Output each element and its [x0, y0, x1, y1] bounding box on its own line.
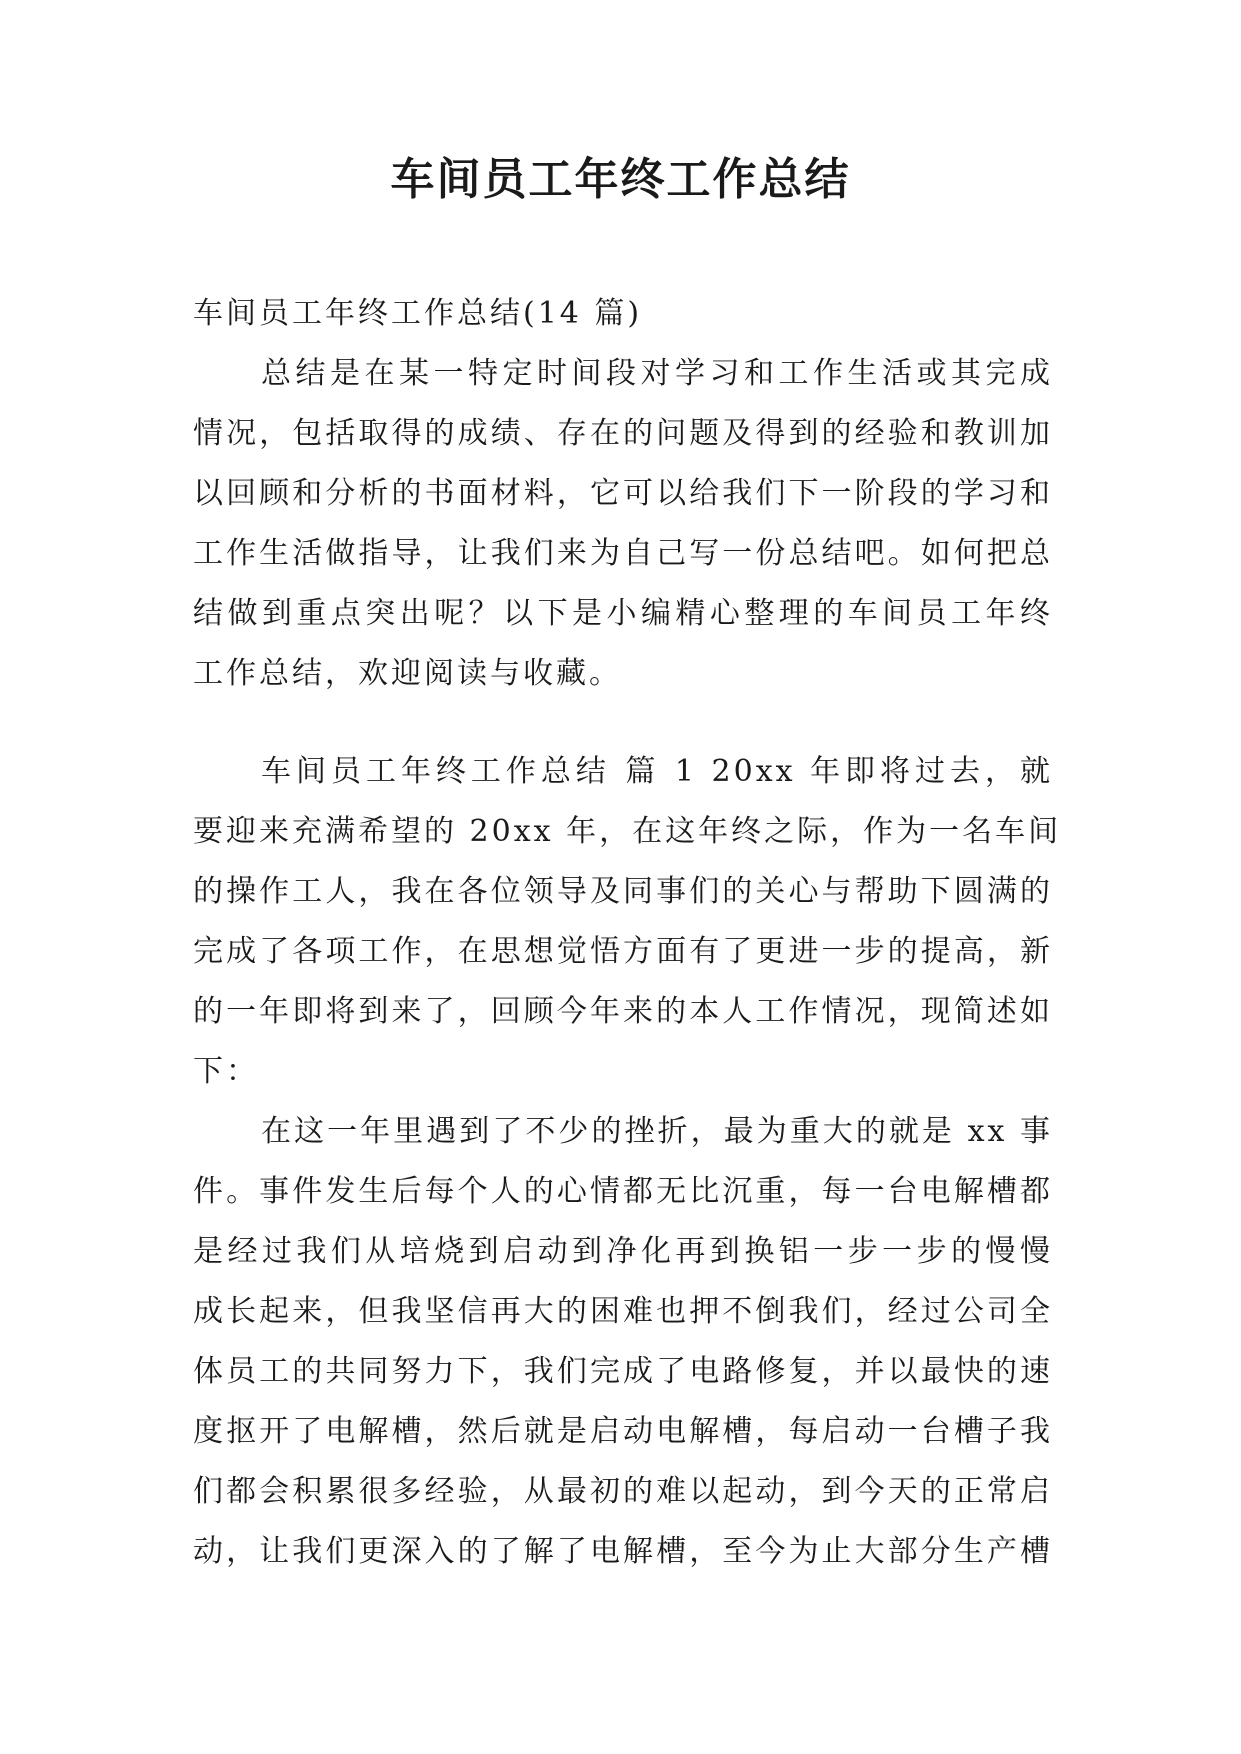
section-1-paragraph: [193, 742, 1062, 1102]
paragraph-line: 下：: [193, 1054, 259, 1089]
paragraph-line: 度抠开了电解槽，然后就是启动电解槽，每启动一台槽子我: [193, 1414, 1053, 1449]
paragraph-line: 结做到重点突出呢？以下是小编精心整理的车间员工年终: [193, 596, 1053, 631]
paragraph-line: 的一年即将到来了，回顾今年来的本人工作情况，现简述如: [193, 994, 1053, 1029]
paragraph-gap: [193, 704, 1053, 742]
paragraph-line: 们都会积累很多经验，从最初的难以起动，到今天的正常启: [193, 1474, 1053, 1509]
paragraph-line: 情况，包括取得的成绩、存在的问题及得到的经验和教训加: [193, 416, 1053, 451]
document-body: [193, 284, 1062, 1582]
intro-paragraph: [193, 344, 1053, 704]
section-2-paragraph: [193, 1102, 1053, 1582]
paragraph-line: 件。事件发生后每个人的心情都无比沉重，每一台电解槽都: [193, 1174, 1053, 1209]
document-subtitle: 车间员工年终工作总结(14 篇): [193, 296, 643, 331]
paragraph-line: 完成了各项工作，在思想觉悟方面有了更进一步的提高，新: [193, 934, 1053, 969]
paragraph-line: 以回顾和分析的书面材料，它可以给我们下一阶段的学习和: [193, 476, 1053, 511]
paragraph-line: 动，让我们更深入的了解了电解槽，至今为止大部分生产槽: [193, 1534, 1053, 1569]
document-title: 车间员工年终工作总结: [390, 154, 851, 205]
paragraph-line: 总结是在某一特定时间段对学习和工作生活或其完成: [261, 356, 1053, 391]
paragraph-line: 工作总结，欢迎阅读与收藏。: [193, 656, 622, 691]
paragraph-line: 是经过我们从培烧到启动到净化再到换铝一步一步的慢慢: [193, 1234, 1053, 1269]
paragraph-line: 成长起来，但我坚信再大的困难也押不倒我们，经过公司全: [193, 1294, 1053, 1329]
paragraph-line: 体员工的共同努力下，我们完成了电路修复，并以最快的速: [193, 1354, 1053, 1389]
paragraph-line: 在这一年里遇到了不少的挫折，最为重大的就是 xx 事: [261, 1114, 1053, 1149]
paragraph-line: 车间员工年终工作总结 篇 1 20xx 年即将过去，就: [261, 754, 1053, 789]
paragraph-line: 工作生活做指导，让我们来为自己写一份总结吧。如何把总: [193, 536, 1053, 571]
paragraph-line: 的操作工人，我在各位领导及同事们的关心与帮助下圆满的: [193, 874, 1053, 909]
paragraph-line: 要迎来充满希望的 20xx 年，在这年终之际，作为一名车间: [193, 814, 1062, 849]
